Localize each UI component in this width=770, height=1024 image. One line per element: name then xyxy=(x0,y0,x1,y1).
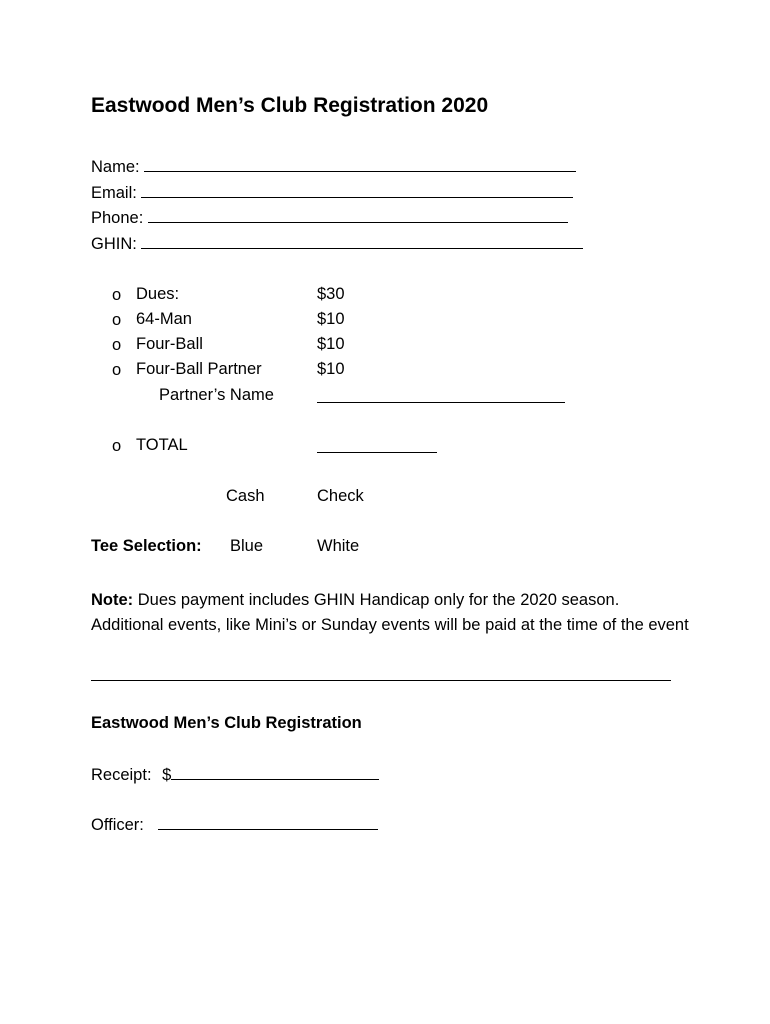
name-label: Name: xyxy=(91,158,140,176)
email-label: Email: xyxy=(91,184,137,202)
note-bold-label: Note: xyxy=(91,591,134,609)
officer-field[interactable] xyxy=(91,815,378,835)
divider-line xyxy=(91,680,671,681)
email-field[interactable] xyxy=(91,183,573,203)
bullet-icon[interactable]: o xyxy=(112,336,122,354)
phone-label: Phone: xyxy=(91,209,144,227)
item-price-four-ball: $10 xyxy=(317,335,345,353)
bullet-icon[interactable]: o xyxy=(112,437,122,455)
item-label-four-ball: Four-Ball xyxy=(136,335,203,353)
partner-name-label: Partner’s Name xyxy=(159,386,274,404)
officer-label: Officer: xyxy=(91,816,144,834)
name-field[interactable] xyxy=(91,157,576,177)
ghin-label: GHIN: xyxy=(91,235,137,253)
tee-blue-option[interactable]: Blue xyxy=(230,537,264,555)
bullet-icon[interactable]: o xyxy=(112,361,122,379)
item-label-four-ball-partner: Four-Ball Partner xyxy=(136,360,262,378)
total-label: TOTAL xyxy=(136,436,188,454)
ghin-blank[interactable] xyxy=(141,234,583,249)
ghin-field[interactable] xyxy=(91,234,583,254)
item-price-64-man: $10 xyxy=(317,310,345,328)
page-title: Eastwood Men’s Club Registration 2020 xyxy=(91,94,489,117)
receipt-blank[interactable] xyxy=(171,765,379,780)
bullet-icon[interactable]: o xyxy=(112,311,122,329)
item-price-four-ball-partner: $10 xyxy=(317,360,345,378)
payment-cash-option[interactable]: Cash xyxy=(226,487,265,505)
tee-selection-label: Tee Selection: xyxy=(91,537,202,555)
receipt-field[interactable] xyxy=(91,765,379,785)
tee-white-option[interactable]: White xyxy=(317,537,360,555)
payment-check-option[interactable]: Check xyxy=(317,487,364,505)
item-label-dues: Dues: xyxy=(136,285,180,303)
email-blank[interactable] xyxy=(141,183,573,198)
total-blank[interactable] xyxy=(317,438,437,453)
bullet-icon[interactable]: o xyxy=(112,286,122,304)
name-blank[interactable] xyxy=(144,157,576,172)
partner-name-blank[interactable] xyxy=(317,388,565,403)
receipt-dollar-sign: $ xyxy=(162,766,172,784)
phone-field[interactable] xyxy=(91,208,568,228)
receipt-label: Receipt: xyxy=(91,766,152,784)
item-price-dues: $30 xyxy=(317,285,345,303)
receipt-section-title: Eastwood Men’s Club Registration xyxy=(91,714,362,732)
note-paragraph xyxy=(91,588,691,638)
note-text: Dues payment includes GHIN Handicap only for the 2020 season. Additional events, like Mini’s or Sunday events will be paid at the time of the event xyxy=(91,591,689,634)
item-label-64-man: 64-Man xyxy=(136,310,192,328)
officer-blank[interactable] xyxy=(158,815,378,830)
phone-blank[interactable] xyxy=(148,208,568,223)
